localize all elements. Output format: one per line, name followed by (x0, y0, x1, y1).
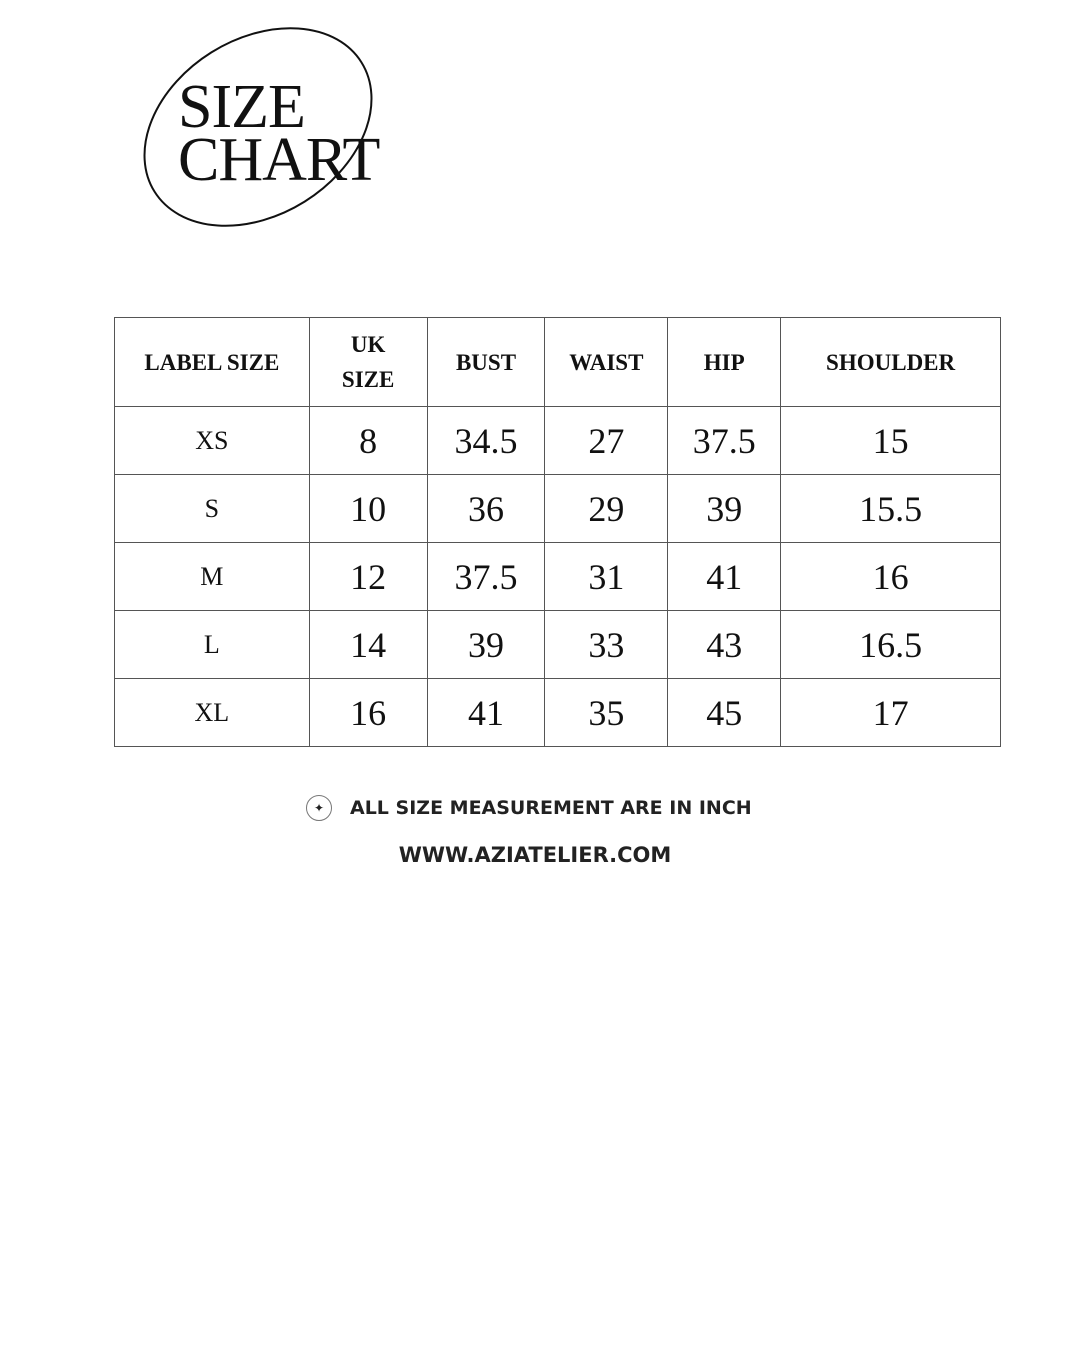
title-line-2: CHART (178, 126, 380, 194)
table-cell: 43 (668, 611, 781, 679)
table-cell: 16.5 (781, 611, 1001, 679)
table-cell: 31 (545, 543, 668, 611)
note-text: ALL SIZE MEASUREMENT ARE IN INCH (350, 797, 752, 819)
table-header-row (115, 318, 1001, 407)
sparkle-icon: ✦ (306, 795, 332, 821)
table-row (115, 611, 1001, 679)
table-cell: 34.5 (427, 407, 545, 475)
table-cell: 37.5 (668, 407, 781, 475)
table-cell: 14 (309, 611, 427, 679)
header-hip: HIP (668, 318, 781, 407)
website-link[interactable]: WWW.AZIATELIER.COM (398, 843, 672, 867)
table-cell: 37.5 (427, 543, 545, 611)
table-cell: 17 (781, 679, 1001, 747)
table-cell: 27 (545, 407, 668, 475)
table-row (115, 679, 1001, 747)
table-cell: 10 (309, 475, 427, 543)
table-row (115, 407, 1001, 475)
table-cell: S (115, 475, 310, 543)
table-cell: 39 (427, 611, 545, 679)
header-shoulder: SHOULDER (781, 318, 1001, 407)
table-cell: 33 (545, 611, 668, 679)
table-cell: L (115, 611, 310, 679)
table-cell: M (115, 543, 310, 611)
table-cell: XS (115, 407, 310, 475)
size-table (114, 317, 1001, 747)
table-cell: 41 (427, 679, 545, 747)
header-bust: BUST (427, 318, 545, 407)
table-row (115, 543, 1001, 611)
header-waist: WAIST (545, 318, 668, 407)
table-cell: 36 (427, 475, 545, 543)
table-cell: 29 (545, 475, 668, 543)
table-cell: 16 (781, 543, 1001, 611)
table-cell: 45 (668, 679, 781, 747)
table-cell: 15 (781, 407, 1001, 475)
table-cell: 35 (545, 679, 668, 747)
table-cell: 39 (668, 475, 781, 543)
table-cell: 8 (309, 407, 427, 475)
table-cell: 16 (309, 679, 427, 747)
table-cell: 12 (309, 543, 427, 611)
measurement-note (306, 795, 752, 821)
header-uk-size: UK SIZE (309, 318, 427, 407)
header-label-size: LABEL SIZE (115, 318, 310, 407)
table-row (115, 475, 1001, 543)
title-line-1: SIZE (178, 73, 305, 141)
table-cell: 41 (668, 543, 781, 611)
table-cell: XL (115, 679, 310, 747)
table-cell: 15.5 (781, 475, 1001, 543)
